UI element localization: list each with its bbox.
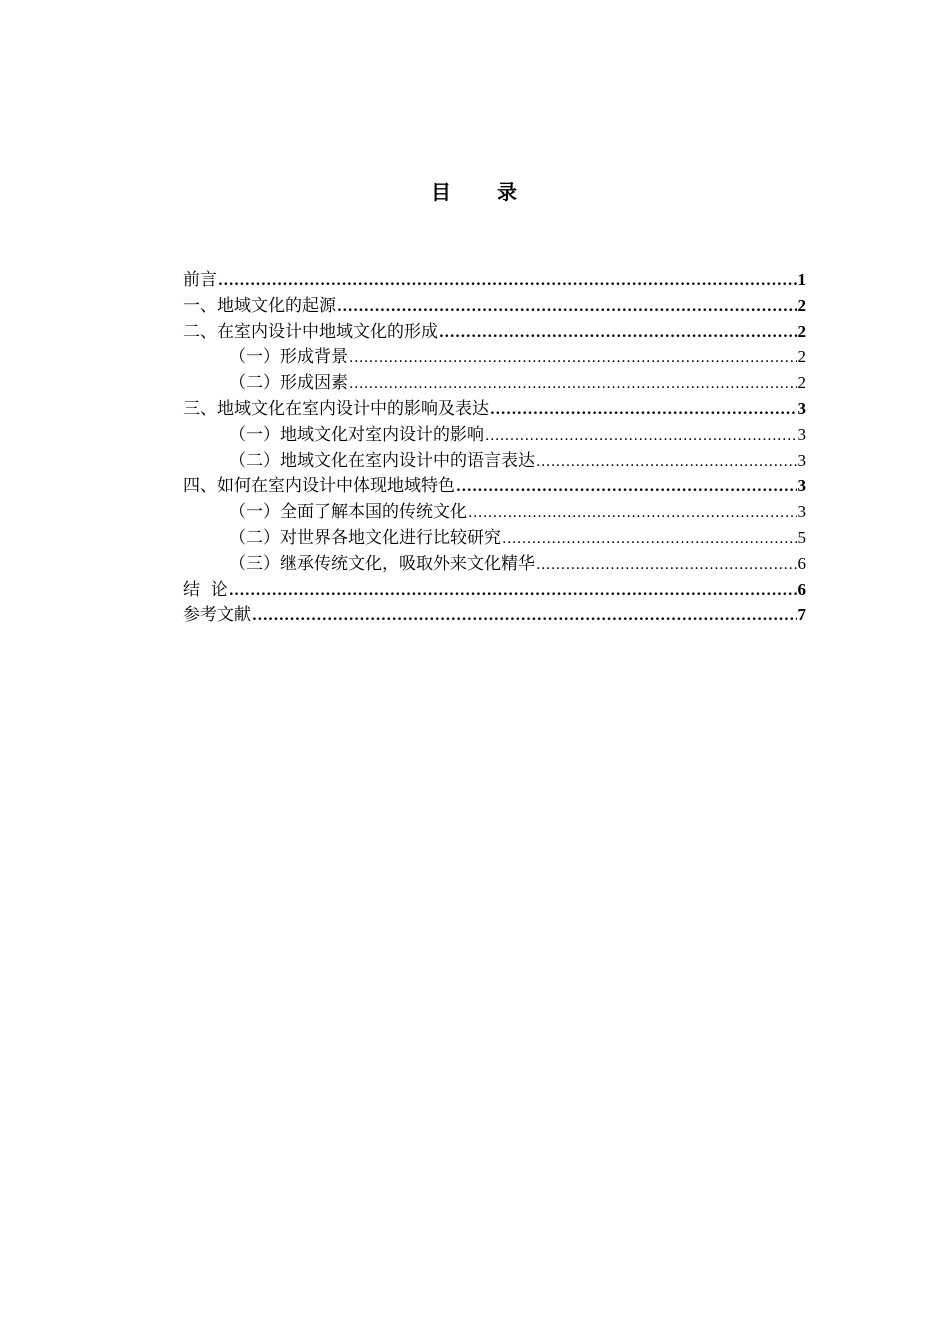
toc-entry-section-2-1[interactable] bbox=[183, 344, 806, 370]
toc-entry-page: 3 bbox=[797, 476, 806, 496]
toc-leader-dots bbox=[536, 450, 797, 476]
toc-entry-label: （三）继承传统文化，吸取外来文化精华 bbox=[229, 553, 535, 574]
toc-leader-dots bbox=[252, 604, 797, 630]
toc-entry-section-3-1[interactable] bbox=[183, 422, 806, 448]
toc-leader-dots bbox=[502, 527, 797, 553]
toc-leader-dots bbox=[349, 372, 797, 398]
toc-entry-chapter-4[interactable] bbox=[183, 473, 806, 499]
toc-entry-label: 二、在室内设计中地域文化的形成 bbox=[183, 321, 438, 342]
toc-entry-page: 2 bbox=[797, 295, 806, 315]
table-of-contents bbox=[183, 267, 806, 628]
toc-leader-dots bbox=[456, 475, 797, 501]
toc-entry-section-2-2[interactable] bbox=[183, 370, 806, 396]
toc-entry-page: 1 bbox=[797, 270, 806, 289]
toc-entry-label: 前言 bbox=[183, 270, 217, 290]
toc-entry-label: 三、地域文化在室内设计中的影响及表达 bbox=[183, 398, 489, 419]
toc-entry-page: 3 bbox=[797, 424, 806, 444]
toc-entry-label: （一）全面了解本国的传统文化 bbox=[229, 502, 467, 523]
toc-leader-dots bbox=[490, 398, 797, 424]
toc-entry-label: （二）地域文化在室内设计中的语言表达 bbox=[229, 450, 535, 471]
toc-entry-label: （二）对世界各地文化进行比较研究 bbox=[229, 527, 501, 548]
toc-entry-label: 一、地域文化的起源 bbox=[183, 295, 336, 316]
toc-leader-dots bbox=[485, 424, 797, 450]
toc-entry-section-4-2[interactable] bbox=[183, 525, 806, 551]
toc-entry-label: 四、如何在室内设计中体现地域特色 bbox=[183, 476, 455, 497]
toc-leader-dots bbox=[229, 579, 797, 605]
toc-entry-page: 3 bbox=[797, 450, 806, 470]
toc-entry-page: 2 bbox=[797, 347, 806, 367]
toc-entry-preface[interactable] bbox=[183, 267, 806, 293]
toc-leader-dots bbox=[536, 553, 797, 579]
toc-entry-page: 6 bbox=[797, 579, 806, 599]
toc-entry-page: 5 bbox=[797, 527, 806, 547]
toc-entry-section-3-2[interactable] bbox=[183, 448, 806, 474]
toc-entry-page: 7 bbox=[797, 605, 806, 625]
toc-entry-chapter-1[interactable] bbox=[183, 293, 806, 319]
toc-entry-page: 2 bbox=[797, 373, 806, 393]
toc-entry-label: 参考文献 bbox=[183, 605, 251, 626]
toc-entry-page: 3 bbox=[797, 398, 806, 418]
toc-entry-page: 3 bbox=[797, 502, 806, 522]
toc-title: 目 录 bbox=[431, 180, 519, 204]
toc-leader-dots bbox=[468, 501, 797, 527]
toc-entry-references[interactable] bbox=[183, 602, 806, 628]
toc-leader-dots bbox=[337, 295, 797, 321]
toc-entry-section-4-1[interactable] bbox=[183, 499, 806, 525]
toc-leader-dots bbox=[349, 346, 797, 372]
toc-entry-page: 2 bbox=[797, 321, 806, 341]
toc-entry-chapter-3[interactable] bbox=[183, 396, 806, 422]
toc-entry-label: （一）形成背景 bbox=[229, 347, 348, 368]
toc-entry-chapter-2[interactable] bbox=[183, 319, 806, 345]
toc-entry-label: （一）地域文化对室内设计的影响 bbox=[229, 424, 484, 445]
toc-entry-section-4-3[interactable] bbox=[183, 551, 806, 577]
toc-leader-dots bbox=[218, 269, 797, 295]
toc-leader-dots bbox=[439, 321, 797, 347]
toc-entry-page: 6 bbox=[797, 553, 806, 573]
toc-entry-label: （二）形成因素 bbox=[229, 373, 348, 394]
toc-entry-label: 结 论 bbox=[183, 579, 228, 600]
toc-entry-conclusion[interactable] bbox=[183, 577, 806, 603]
